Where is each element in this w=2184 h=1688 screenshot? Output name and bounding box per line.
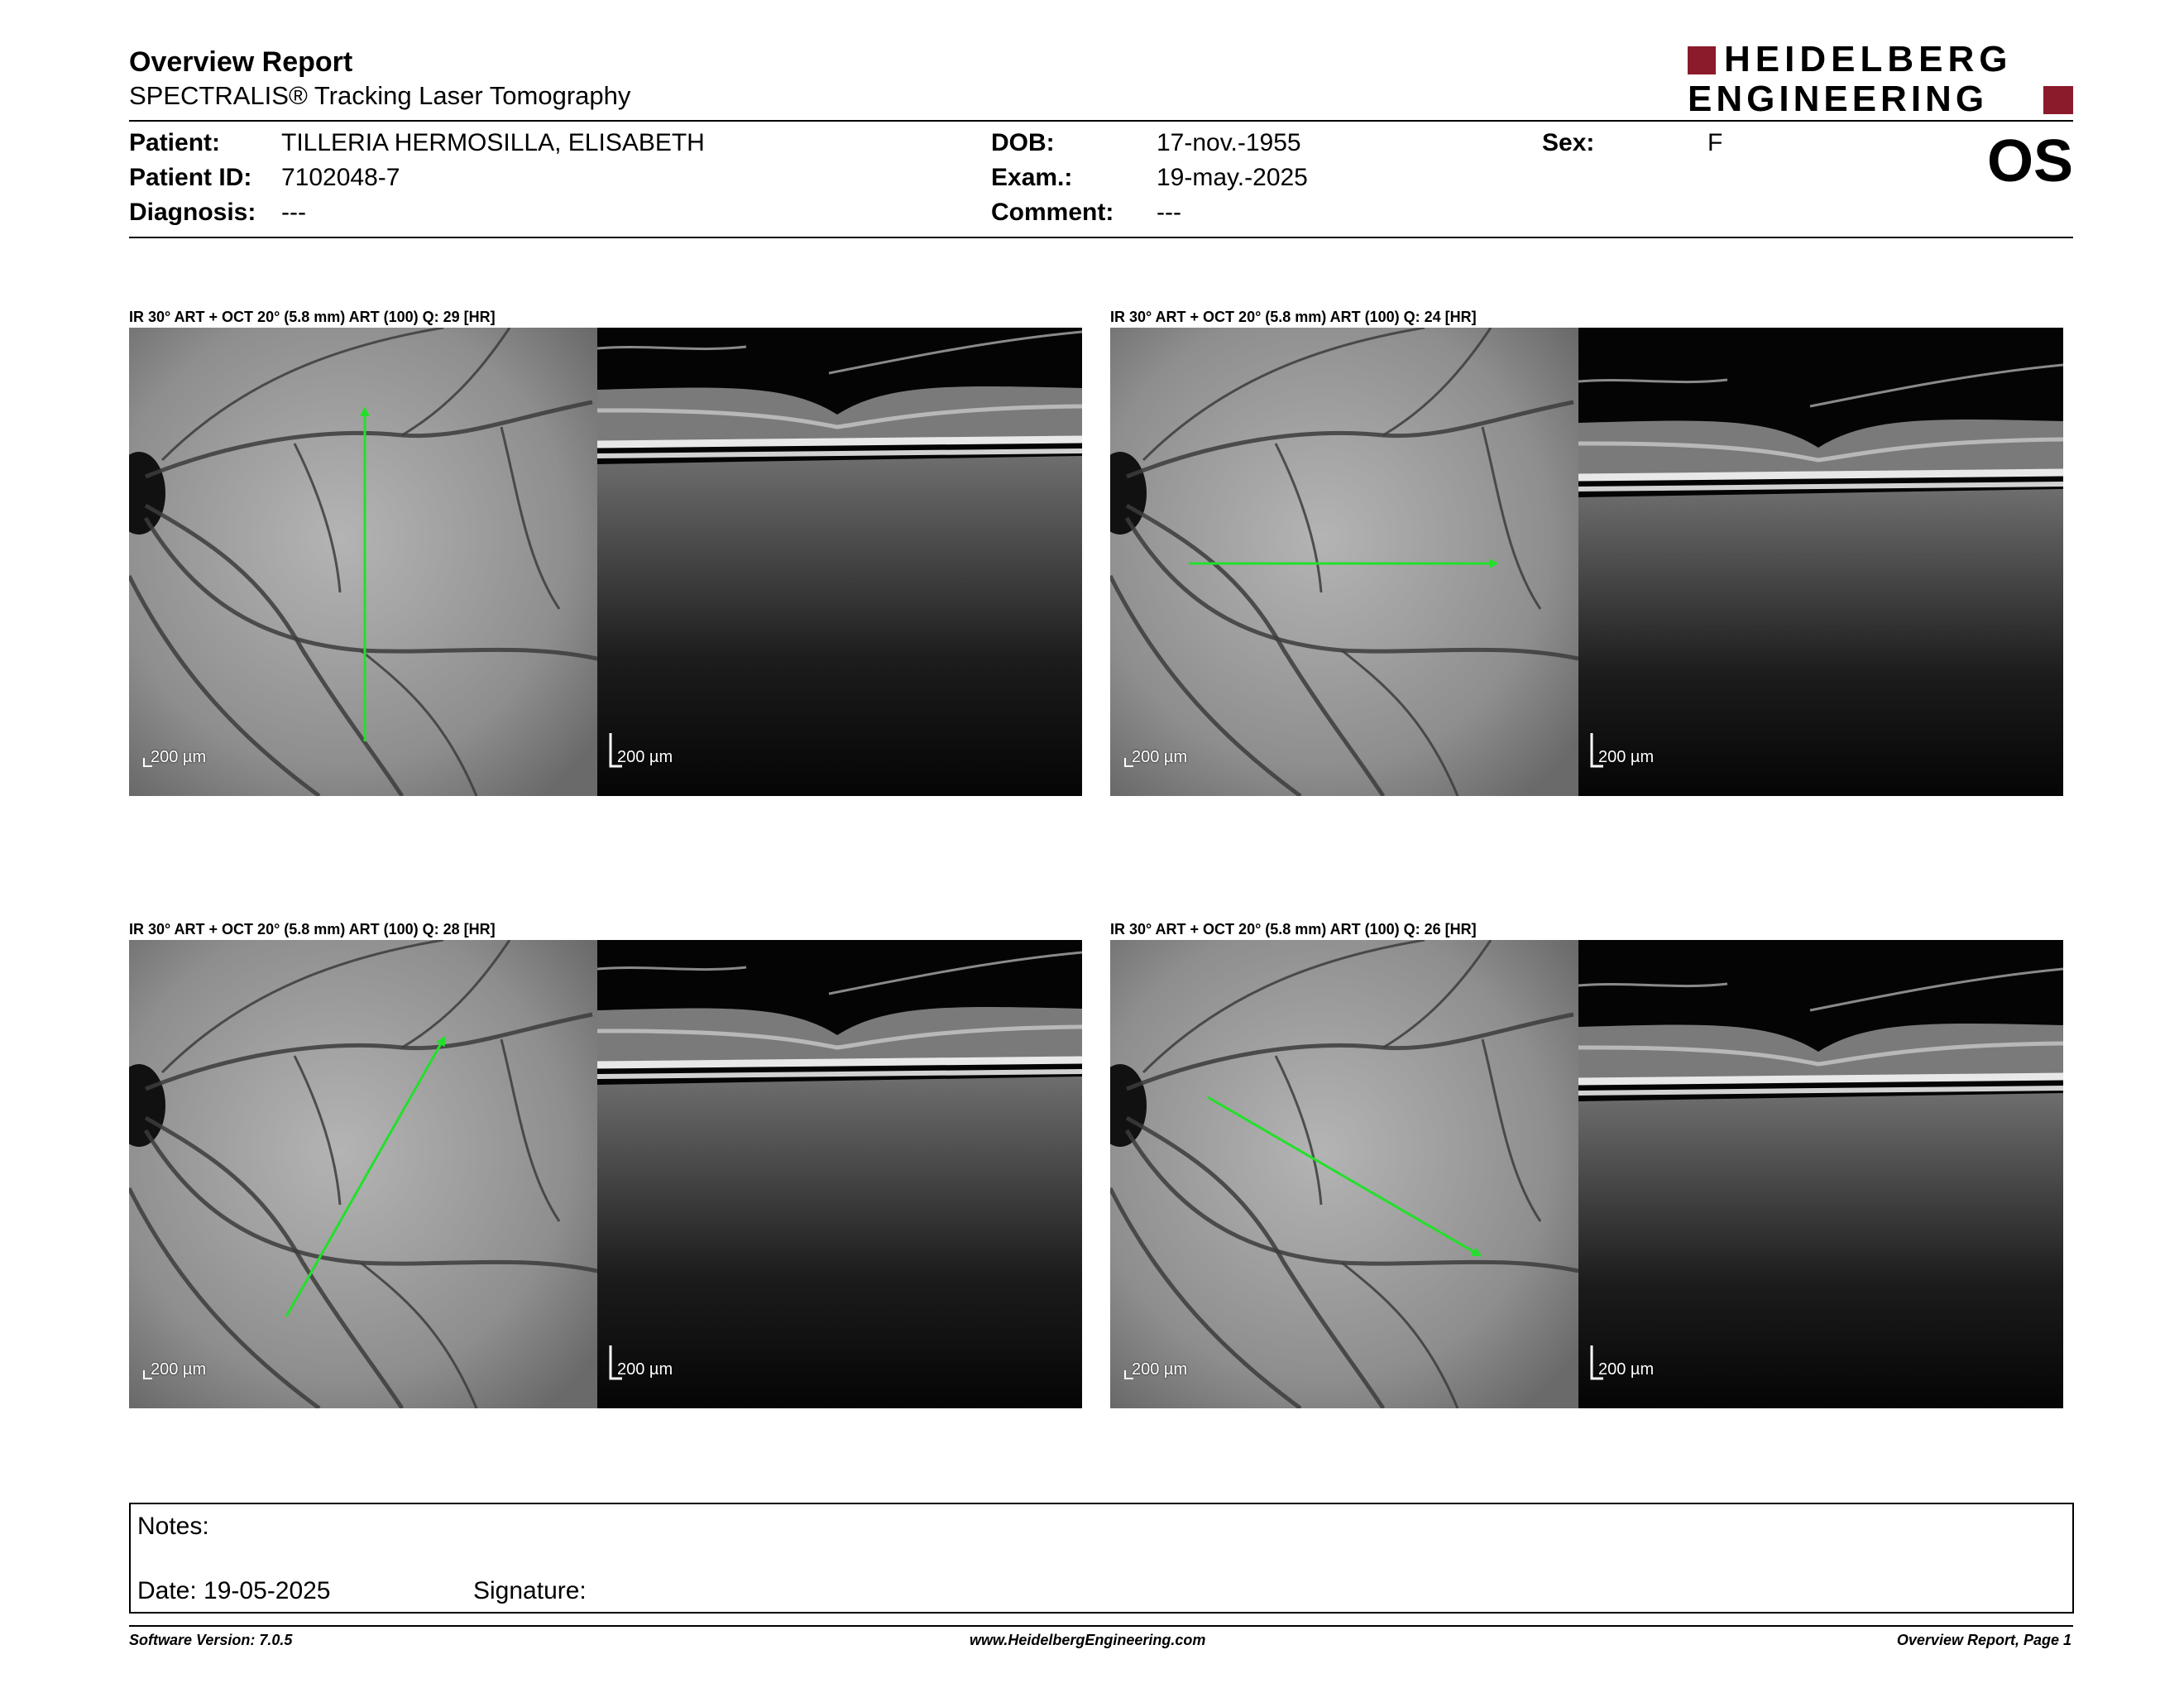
sex-label: Sex:	[1542, 129, 1595, 156]
logo-square-top	[1688, 46, 1716, 74]
notes-box	[129, 1503, 2074, 1614]
dob-value: 17-nov.-1955	[1157, 129, 1301, 156]
report-subtitle: SPECTRALIS® Tracking Laser Tomography	[129, 81, 631, 110]
comment-value: ---	[1157, 199, 1181, 226]
exam-value: 19-may.-2025	[1157, 164, 1308, 191]
heidelberg-logo	[1688, 39, 2076, 119]
sex-value: F	[1707, 129, 1723, 156]
oct-bscan-image[interactable]	[597, 328, 1082, 796]
date-label: Date: 19-05-2025	[137, 1577, 331, 1604]
oct-bscan-image[interactable]	[1578, 940, 2063, 1408]
logo-line2: ENGINEERING	[1688, 79, 1989, 119]
header-rule-bottom	[129, 237, 2073, 238]
patient-label: Patient:	[129, 129, 221, 156]
panel-label: IR 30° ART + OCT 20° (5.8 mm) ART (100) Q: 29 [HR]	[129, 309, 496, 325]
oct-bscan-image[interactable]	[597, 940, 1082, 1408]
patient-id-value: 7102048-7	[281, 164, 400, 191]
comment-label: Comment:	[991, 199, 1114, 226]
diagnosis-value: ---	[281, 199, 306, 226]
eye-indicator: OS	[1987, 128, 2074, 194]
logo-line1: HEIDELBERG	[1724, 39, 2013, 79]
scan-panel	[129, 306, 1082, 799]
patient-value: TILLERIA HERMOSILLA, ELISABETH	[281, 129, 705, 156]
software-version: Software Version: 7.0.5	[129, 1632, 293, 1648]
oct-scale-label: 200 µm	[617, 748, 673, 766]
dob-label: DOB:	[991, 129, 1055, 156]
oct-scale-label: 200 µm	[617, 1360, 673, 1379]
panel-label: IR 30° ART + OCT 20° (5.8 mm) ART (100) Q: 26 [HR]	[1110, 921, 1477, 938]
signature-label: Signature:	[473, 1577, 587, 1604]
report-title: Overview Report	[129, 46, 353, 78]
fundus-image[interactable]	[129, 328, 597, 796]
footer-rule	[129, 1625, 2073, 1627]
panel-label: IR 30° ART + OCT 20° (5.8 mm) ART (100) Q: 24 [HR]	[1110, 309, 1477, 325]
patient-id-label: Patient ID:	[129, 164, 252, 191]
exam-label: Exam.:	[991, 164, 1073, 191]
diagnosis-label: Diagnosis:	[129, 199, 256, 226]
oct-scale-label: 200 µm	[1598, 1360, 1655, 1379]
scan-panel	[1110, 918, 2063, 1412]
fundus-scale-label: 200 µm	[151, 748, 207, 766]
logo-square-bottom	[2043, 86, 2073, 114]
oct-bscan-image[interactable]	[1578, 328, 2063, 796]
fundus-image[interactable]	[1110, 940, 1578, 1408]
scan-panel	[1110, 306, 2063, 799]
panel-label: IR 30° ART + OCT 20° (5.8 mm) ART (100) Q: 28 [HR]	[129, 921, 496, 938]
website-link[interactable]: www.HeidelbergEngineering.com	[970, 1632, 1206, 1648]
header-rule-top	[129, 120, 2073, 122]
page-number: Overview Report, Page 1	[1896, 1632, 2071, 1648]
scan-panel	[129, 918, 1082, 1412]
fundus-scale-label: 200 µm	[151, 1360, 207, 1379]
fundus-scale-label: 200 µm	[1132, 748, 1188, 766]
oct-scale-label: 200 µm	[1598, 748, 1655, 766]
fundus-image[interactable]	[1110, 328, 1578, 796]
notes-label: Notes:	[137, 1513, 209, 1540]
fundus-image[interactable]	[129, 940, 597, 1408]
fundus-scale-label: 200 µm	[1132, 1360, 1188, 1379]
